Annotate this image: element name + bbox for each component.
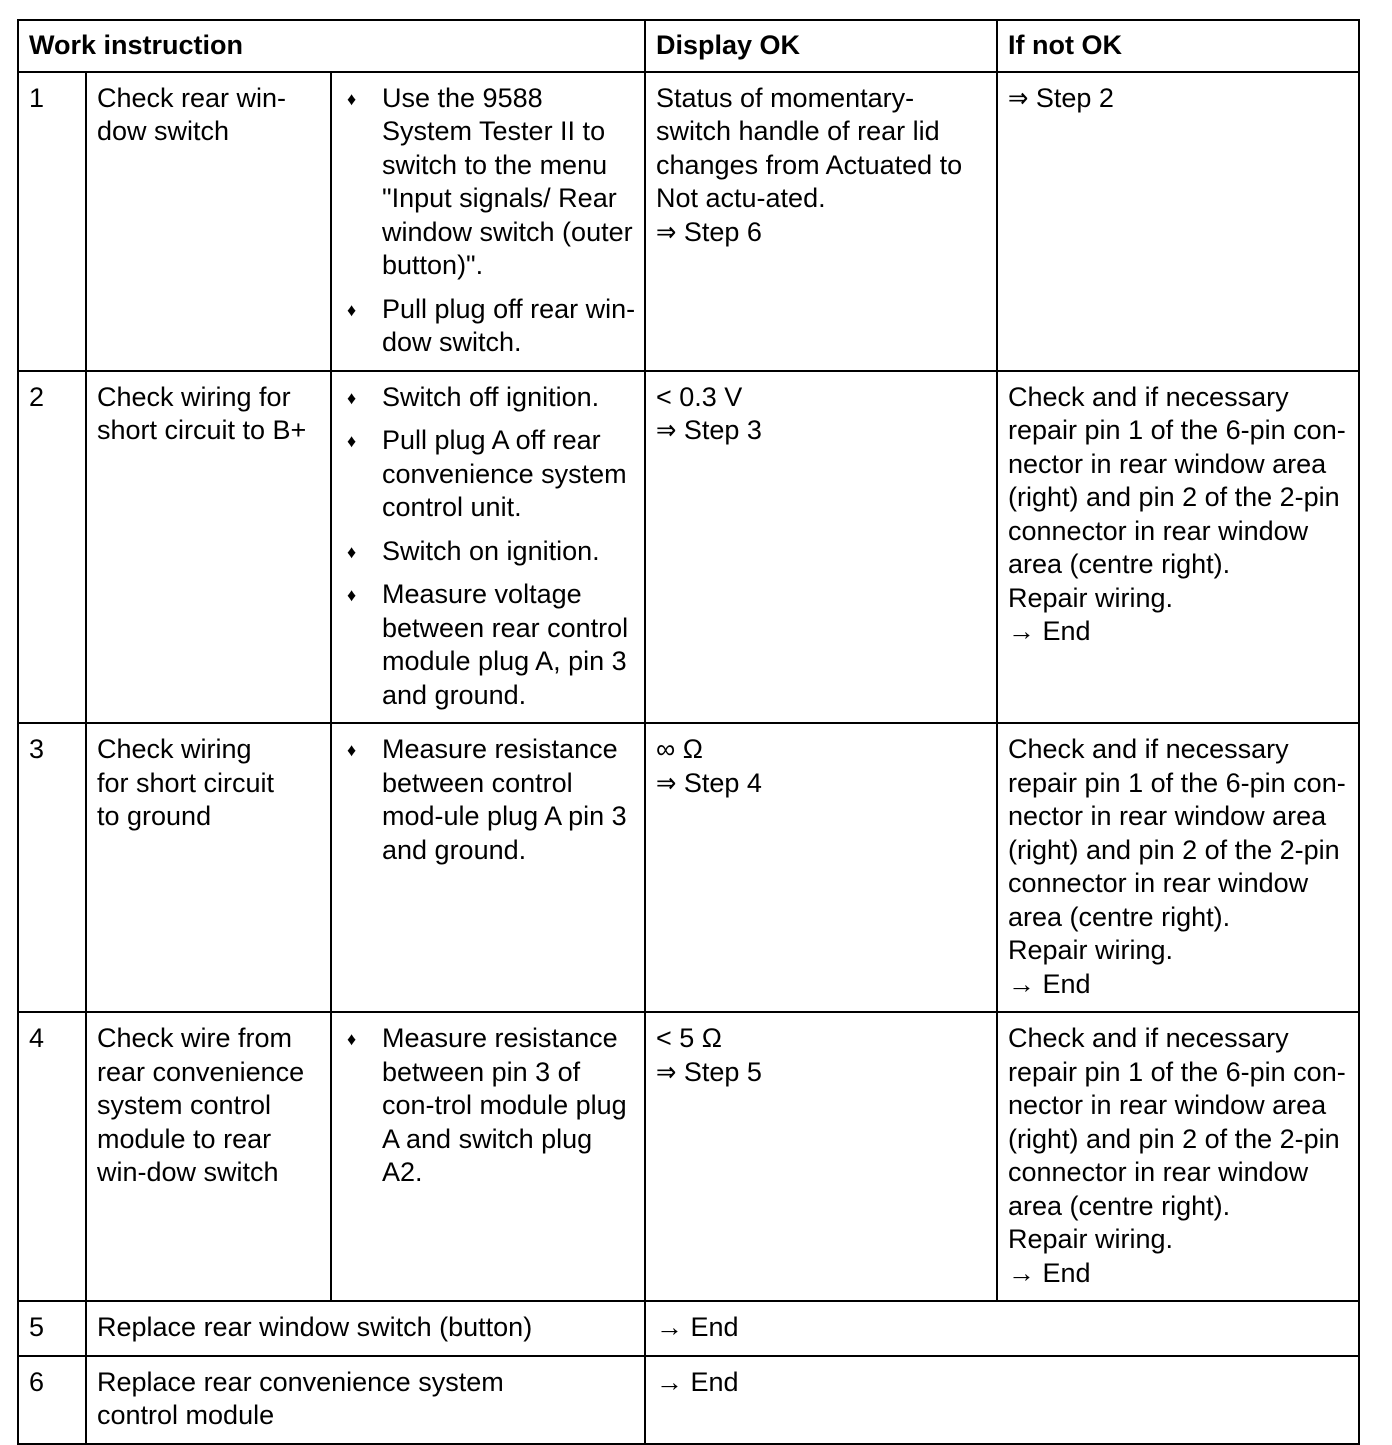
instruction-text: Replace rear convenience system control module	[86, 1356, 645, 1444]
check-description	[86, 371, 331, 724]
if-not-ok-cell	[997, 723, 1359, 1012]
not-ok-repair: Repair wiring.	[1008, 582, 1174, 613]
table-row	[18, 72, 1359, 371]
list-item	[342, 578, 636, 712]
check-description	[86, 72, 331, 371]
not-ok-end: → End	[1008, 616, 1091, 646]
ok-next-step: ⇒ Step 5	[656, 1056, 762, 1087]
not-ok-repair: Repair wiring.	[1008, 935, 1174, 965]
action-text: Measure voltage between rear control module plug A, pin 3 and ground.	[382, 579, 629, 710]
list-item	[342, 293, 636, 360]
not-ok-next-step: ⇒ Step 2	[1008, 82, 1114, 113]
list-item	[342, 82, 636, 283]
not-ok-repair: Repair wiring.	[1008, 1224, 1174, 1254]
action-list	[342, 1022, 636, 1190]
step-number: 6	[18, 1356, 86, 1444]
check-text: Check wiring for short circuit to ground	[97, 734, 275, 831]
if-not-ok-cell	[997, 72, 1359, 371]
header-work-instruction: Work instruction	[18, 20, 645, 72]
action-list-cell	[331, 72, 645, 371]
table-row	[18, 1356, 1359, 1444]
action-list-cell	[331, 1012, 645, 1301]
list-item	[342, 733, 636, 867]
step-number: 3	[18, 723, 86, 1012]
table-row	[18, 1301, 1359, 1356]
bullet-diamond-icon: ♦	[347, 1029, 357, 1049]
bullet-diamond-icon: ♦	[347, 299, 357, 320]
action-text: Use the 9588 System Tester II to switch to the menu "Input signals/ Rear window switch (outer button)".	[382, 82, 633, 280]
check-description	[86, 723, 331, 1012]
header-display-ok: Display OK	[645, 20, 997, 72]
step-number: 4	[18, 1012, 86, 1301]
work-instruction-table	[17, 19, 1360, 1445]
list-item	[342, 424, 636, 525]
if-not-ok-cell	[997, 371, 1359, 724]
check-text: Check rear win-dow switch	[97, 82, 287, 146]
ok-text: Status of momentary-switch handle of rear lid changes from Actuated to Not actu-ated.	[656, 82, 963, 213]
instruction-text: Replace rear window switch (button)	[86, 1301, 645, 1356]
header-if-not-ok: If not OK	[997, 20, 1359, 72]
action-list	[342, 381, 636, 713]
step-number: 1	[18, 72, 86, 371]
table-row	[18, 723, 1359, 1012]
ok-next-step: ⇒ Step 6	[656, 216, 762, 247]
not-ok-text: Check and if necessary repair pin 1 of the 6-pin con-nector in rear window area (right) and pin 2 of the 2-pin connector in rear window area (centre right).	[1008, 381, 1346, 579]
table-row	[18, 1012, 1359, 1301]
bullet-diamond-icon: ♦	[347, 431, 357, 451]
ok-text: < 0.3 V	[656, 381, 743, 412]
display-ok-cell	[645, 72, 997, 371]
table-row	[18, 371, 1359, 724]
check-text: Check wire from rear convenience system control module to rear win-dow switch	[97, 1023, 305, 1187]
bullet-diamond-icon: ♦	[347, 585, 357, 605]
action-text: Measure resistance between pin 3 of con-trol module plug A and switch plug A2.	[382, 1023, 627, 1187]
ok-text: < 5 Ω	[656, 1023, 722, 1053]
action-list-cell	[331, 723, 645, 1012]
step-number: 5	[18, 1301, 86, 1356]
action-text: Switch off ignition.	[382, 381, 600, 412]
bullet-diamond-icon: ♦	[347, 387, 357, 408]
action-text: Measure resistance between control mod-ule plug A pin 3 and ground.	[382, 734, 627, 865]
result-text: → End	[645, 1356, 1359, 1444]
bullet-diamond-icon: ♦	[347, 740, 357, 760]
list-item	[342, 535, 636, 569]
not-ok-text: Check and if necessary repair pin 1 of the 6-pin con-nector in rear window area (right) and pin 2 of the 2-pin connector in rear window area (centre right).	[1008, 1023, 1346, 1221]
action-list-cell	[331, 371, 645, 724]
step-number: 2	[18, 371, 86, 724]
check-text: Check wiring for short circuit to B+	[97, 381, 307, 445]
list-item	[342, 1022, 636, 1190]
not-ok-end: → End	[1008, 968, 1091, 999]
action-text: Switch on ignition.	[382, 535, 600, 566]
check-description	[86, 1012, 331, 1301]
action-text: Pull plug off rear win-dow switch.	[382, 293, 636, 357]
ok-next-step: ⇒ Step 3	[656, 415, 762, 445]
if-not-ok-cell	[997, 1012, 1359, 1301]
action-text: Pull plug A off rear convenience system control unit.	[382, 425, 627, 522]
action-list	[342, 82, 636, 360]
step-rows	[18, 72, 1359, 1444]
result-text: → End	[645, 1301, 1359, 1356]
display-ok-cell	[645, 1012, 997, 1301]
display-ok-cell	[645, 371, 997, 724]
ok-next-step: ⇒ Step 4	[656, 767, 762, 798]
action-list	[342, 733, 636, 867]
not-ok-end: → End	[1008, 1257, 1091, 1288]
list-item	[342, 381, 636, 415]
display-ok-cell	[645, 723, 997, 1012]
bullet-diamond-icon: ♦	[347, 88, 357, 109]
not-ok-text: Check and if necessary repair pin 1 of the 6-pin con-nector in rear window area (right) and pin 2 of the 2-pin connector in rear window area (centre right).	[1008, 734, 1346, 932]
ok-text: ∞ Ω	[656, 734, 703, 764]
bullet-diamond-icon: ♦	[347, 541, 357, 562]
header-row	[18, 20, 1359, 72]
